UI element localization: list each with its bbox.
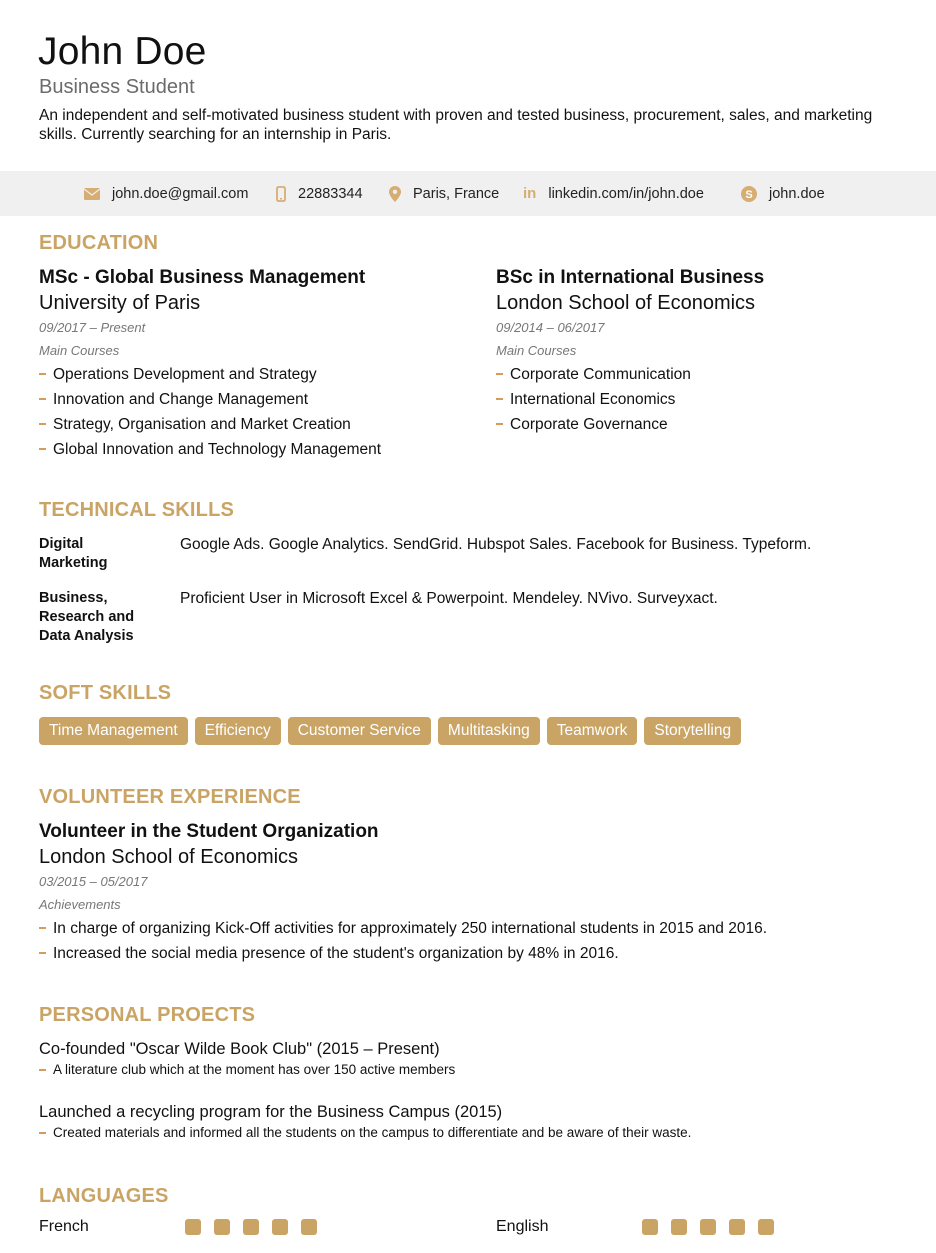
phone-icon [276, 186, 286, 202]
skill-row [39, 535, 899, 573]
dates: 09/2017 – Present [39, 320, 146, 335]
summary: An independent and self-motivated business student with proven and tested business, procurement, sales, and marketing skills. Currently searching for an internship in Paris. [39, 107, 873, 143]
contact-phone-text: 22883344 [298, 185, 363, 202]
education-entry [496, 266, 916, 437]
courses-label: Main Courses [39, 343, 120, 358]
education-entry [39, 266, 459, 462]
soft-skill-tag: Customer Service [288, 717, 431, 745]
soft-skill-tag: Multitasking [438, 717, 540, 745]
dash-bullet-icon [39, 927, 46, 929]
skill-value: Google Ads. Google Analytics. SendGrid. Hubspot Sales. Facebook for Business. Typeform. [180, 536, 812, 553]
project-desc [39, 1060, 899, 1079]
course-item [496, 387, 916, 412]
soft-skill-tag: Efficiency [195, 717, 281, 745]
project-title: Co-founded "Oscar Wilde Book Club" (2015 – Present) [39, 1040, 440, 1058]
level-dot-icon [185, 1219, 201, 1235]
dash-bullet-icon [496, 398, 503, 400]
contact-email-text: john.doe@gmail.com [112, 185, 249, 202]
level-dot-icon [243, 1219, 259, 1235]
level-dot-icon [758, 1219, 774, 1235]
language-level [185, 1219, 317, 1235]
school: London School of Economics [496, 292, 756, 314]
contact-location [389, 171, 499, 216]
section-title-volunteer: VOLUNTEER EXPERIENCE [39, 786, 301, 808]
project-title: Launched a recycling program for the Business Campus (2015) [39, 1103, 503, 1121]
linkedin-icon: in [523, 185, 537, 202]
course-item [39, 362, 459, 387]
organization: London School of Economics [39, 846, 299, 868]
project-entry [39, 1101, 899, 1142]
course-text: Corporate Governance [510, 416, 668, 433]
project-desc-text: A literature club which at the moment has over 150 active members [53, 1062, 456, 1077]
achievements-label: Achievements [39, 897, 121, 912]
course-item [39, 387, 459, 412]
project-desc-list [39, 1060, 899, 1079]
course-text: Strategy, Organisation and Market Creation [53, 416, 351, 433]
language-name: English [496, 1218, 549, 1235]
language-name: French [39, 1218, 89, 1235]
level-dot-icon [642, 1219, 658, 1235]
achievement-list [39, 916, 899, 966]
language-row [39, 1218, 317, 1236]
course-item [39, 437, 459, 462]
dash-bullet-icon [39, 423, 46, 425]
contact-bar [0, 171, 936, 216]
candidate-name: John Doe [38, 30, 207, 73]
course-text: Operations Development and Strategy [53, 366, 317, 383]
dash-bullet-icon [39, 1069, 46, 1071]
course-item [39, 412, 459, 437]
dash-bullet-icon [496, 423, 503, 425]
contact-skype[interactable] [741, 171, 825, 216]
language-row [496, 1218, 774, 1236]
dash-bullet-icon [39, 373, 46, 375]
section-title-technical-skills: TECHNICAL SKILLS [39, 499, 235, 521]
contact-location-text: Paris, France [413, 185, 500, 202]
achievement-text: Increased the social media presence of the student's organization by 48% in 2016. [53, 945, 619, 962]
level-dot-icon [671, 1219, 687, 1235]
achievement-item [39, 916, 899, 941]
level-dot-icon [301, 1219, 317, 1235]
dates: 03/2015 – 05/2017 [39, 874, 148, 889]
course-item [496, 412, 916, 437]
skill-label: Digital Marketing [39, 536, 108, 571]
achievement-text: In charge of organizing Kick-Off activities for approximately 250 international students in 2015 and 2016. [53, 920, 767, 937]
contact-skype-text: john.doe [769, 185, 825, 202]
section-title-soft-skills: SOFT SKILLS [39, 682, 172, 704]
language-level [642, 1219, 774, 1235]
level-dot-icon [729, 1219, 745, 1235]
contact-linkedin-text: linkedin.com/in/john.doe [548, 185, 704, 202]
school: University of Paris [39, 292, 201, 314]
level-dot-icon [214, 1219, 230, 1235]
section-title-projects: PERSONAL PROECTS [39, 1004, 256, 1026]
skill-row [39, 589, 899, 646]
volunteer-entry [39, 820, 899, 966]
skill-label: Business, Research and Data Analysis [39, 590, 135, 644]
level-dot-icon [272, 1219, 288, 1235]
skill-value: Proficient User in Microsoft Excel & Powerpoint. Mendeley. NVivo. Surveyxact. [180, 590, 718, 607]
course-text: Innovation and Change Management [53, 391, 309, 408]
course-text: International Economics [510, 391, 676, 408]
dates: 09/2014 – 06/2017 [496, 320, 605, 335]
course-item [496, 362, 916, 387]
project-desc-list [39, 1123, 899, 1142]
degree: BSc in International Business [496, 267, 765, 288]
envelope-icon [84, 188, 100, 200]
dash-bullet-icon [39, 448, 46, 450]
project-desc [39, 1123, 899, 1142]
dash-bullet-icon [39, 398, 46, 400]
role: Volunteer in the Student Organization [39, 821, 379, 842]
soft-skill-tag: Teamwork [547, 717, 638, 745]
level-dot-icon [700, 1219, 716, 1235]
dash-bullet-icon [39, 1132, 46, 1134]
soft-skill-tag: Time Management [39, 717, 188, 745]
project-entry [39, 1038, 899, 1079]
section-title-education: EDUCATION [39, 232, 159, 254]
location-pin-icon [389, 186, 401, 202]
contact-linkedin[interactable] [523, 171, 704, 216]
dash-bullet-icon [39, 952, 46, 954]
contact-email[interactable] [84, 171, 248, 216]
degree: MSc - Global Business Management [39, 267, 366, 288]
course-list [496, 362, 916, 437]
soft-skill-tag: Storytelling [644, 717, 741, 745]
candidate-title: Business Student [39, 76, 195, 98]
project-desc-text: Created materials and informed all the students on the campus to differentiate and be aware of their waste. [53, 1125, 692, 1140]
course-text: Corporate Communication [510, 366, 691, 383]
course-text: Global Innovation and Technology Management [53, 441, 382, 458]
skype-icon [741, 186, 757, 202]
svg-text:S: S [745, 188, 753, 201]
contact-phone[interactable] [276, 171, 363, 216]
course-list [39, 362, 459, 462]
soft-skill-tags [39, 717, 741, 745]
dash-bullet-icon [496, 373, 503, 375]
section-title-languages: LANGUAGES [39, 1185, 169, 1207]
courses-label: Main Courses [496, 343, 577, 358]
achievement-item [39, 941, 899, 966]
